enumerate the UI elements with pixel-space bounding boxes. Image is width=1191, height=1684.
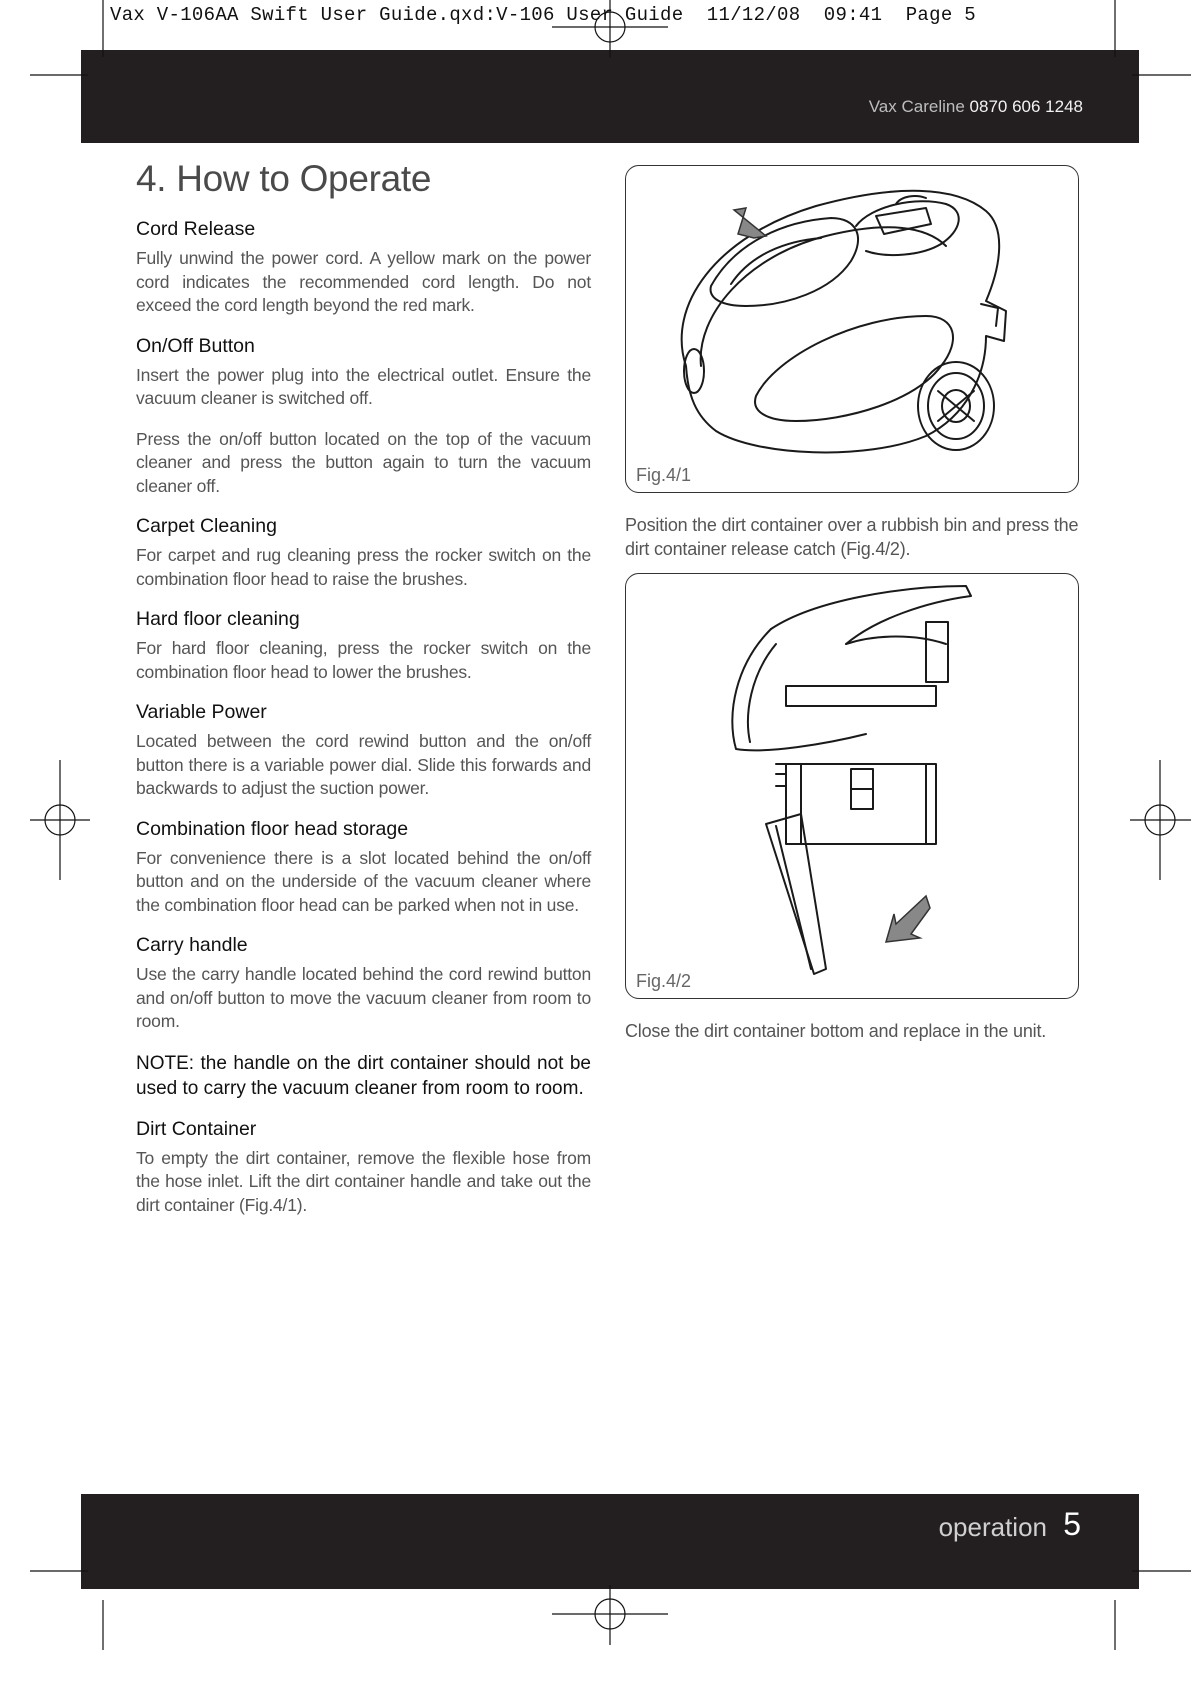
- section-text: Use the carry handle located behind the cord rewind button and on/off button to move the vacuum cleaner from room to room.: [136, 964, 591, 1031]
- section-variable-power: [136, 701, 591, 801]
- careline-number: 0870 606 1248: [969, 97, 1083, 116]
- section-text: Located between the cord rewind button and the on/off button there is a variable power dial. Slide this forwards and backwards to adjust the suction power.: [136, 731, 591, 798]
- figure-caption: Close the dirt container bottom and replace in the unit.: [625, 1021, 1047, 1041]
- footer-bar: [81, 1494, 1139, 1589]
- section-heading: Combination floor head storage: [136, 817, 409, 840]
- section-heading: Dirt Container: [136, 1117, 257, 1140]
- section-carry-handle: [136, 934, 591, 1101]
- page-title: 4. How to Operate: [136, 158, 432, 199]
- section-heading: On/Off Button: [136, 334, 255, 357]
- careline: [869, 97, 1083, 117]
- careline-label: Vax Careline: [868, 97, 965, 116]
- right-column: [625, 165, 1079, 1055]
- section-text: For hard floor cleaning, press the rocker switch on the combination floor head to lower the brushes.: [136, 638, 591, 682]
- figure-label: Fig.4/2: [636, 971, 692, 991]
- section-heading: Carry handle: [136, 934, 248, 956]
- section-on-off: [136, 335, 591, 499]
- section-text: To empty the dirt container, remove the flexible hose from the hose inlet. Lift the dirt container handle and take out the dirt container (Fig.4/1).: [136, 1147, 591, 1215]
- vacuum-cleaner-illustration: [626, 166, 1079, 492]
- header-bar: [81, 50, 1139, 143]
- print-slug-line: Vax V-106AA Swift User Guide.qxd:V-106 User Guide 11/12/08 09:41 Page 5: [110, 4, 976, 26]
- left-column: [136, 150, 591, 1234]
- section-heading: Variable Power: [136, 701, 267, 723]
- section-text: Press the on/off button located on the top of the vacuum cleaner and press the button again to turn the vacuum cleaner off.: [136, 428, 591, 496]
- figure-caption: Position the dirt container over a rubbish bin and press the dirt container release catch (Fig.4/2).: [625, 515, 1079, 559]
- drop-arrow-icon: [886, 896, 930, 942]
- section-carpet-cleaning: [136, 515, 591, 591]
- carry-handle-note: NOTE: the handle on the dirt container should not be used to carry the vacuum cleaner from room to room.: [136, 1052, 591, 1099]
- section-heading: Hard floor cleaning: [136, 608, 300, 630]
- section-text: Fully unwind the power cord. A yellow mark on the power cord indicates the recommended cord length. Do not exceed the cord length beyond the red mark.: [136, 248, 591, 315]
- figure-label: Fig.4/1: [636, 465, 692, 485]
- section-heading: Cord Release: [136, 218, 256, 240]
- figure-4-1: [625, 165, 1079, 493]
- lift-arrow-icon: [734, 208, 766, 238]
- section-cord-release: [136, 218, 591, 318]
- footer-section-label: operation: [938, 1512, 1047, 1542]
- section-heading: Carpet Cleaning: [136, 515, 277, 537]
- section-dirt-container: [136, 1118, 591, 1218]
- section-text: For convenience there is a slot located behind the on/off button and on the underside of the vacuum cleaner where the combination floor head can be parked when not in use.: [136, 847, 591, 915]
- section-hard-floor-cleaning: [136, 608, 591, 684]
- section-text: Insert the power plug into the electrical outlet. Ensure the vacuum cleaner is switched off.: [136, 364, 591, 408]
- dirt-container-illustration: [626, 574, 1079, 998]
- page-number: 5: [1063, 1506, 1081, 1542]
- section-text: For carpet and rug cleaning press the rocker switch on the combination floor head to raise the brushes.: [136, 545, 591, 589]
- figure-4-2: [625, 573, 1079, 999]
- section-floor-head-storage: [136, 818, 591, 918]
